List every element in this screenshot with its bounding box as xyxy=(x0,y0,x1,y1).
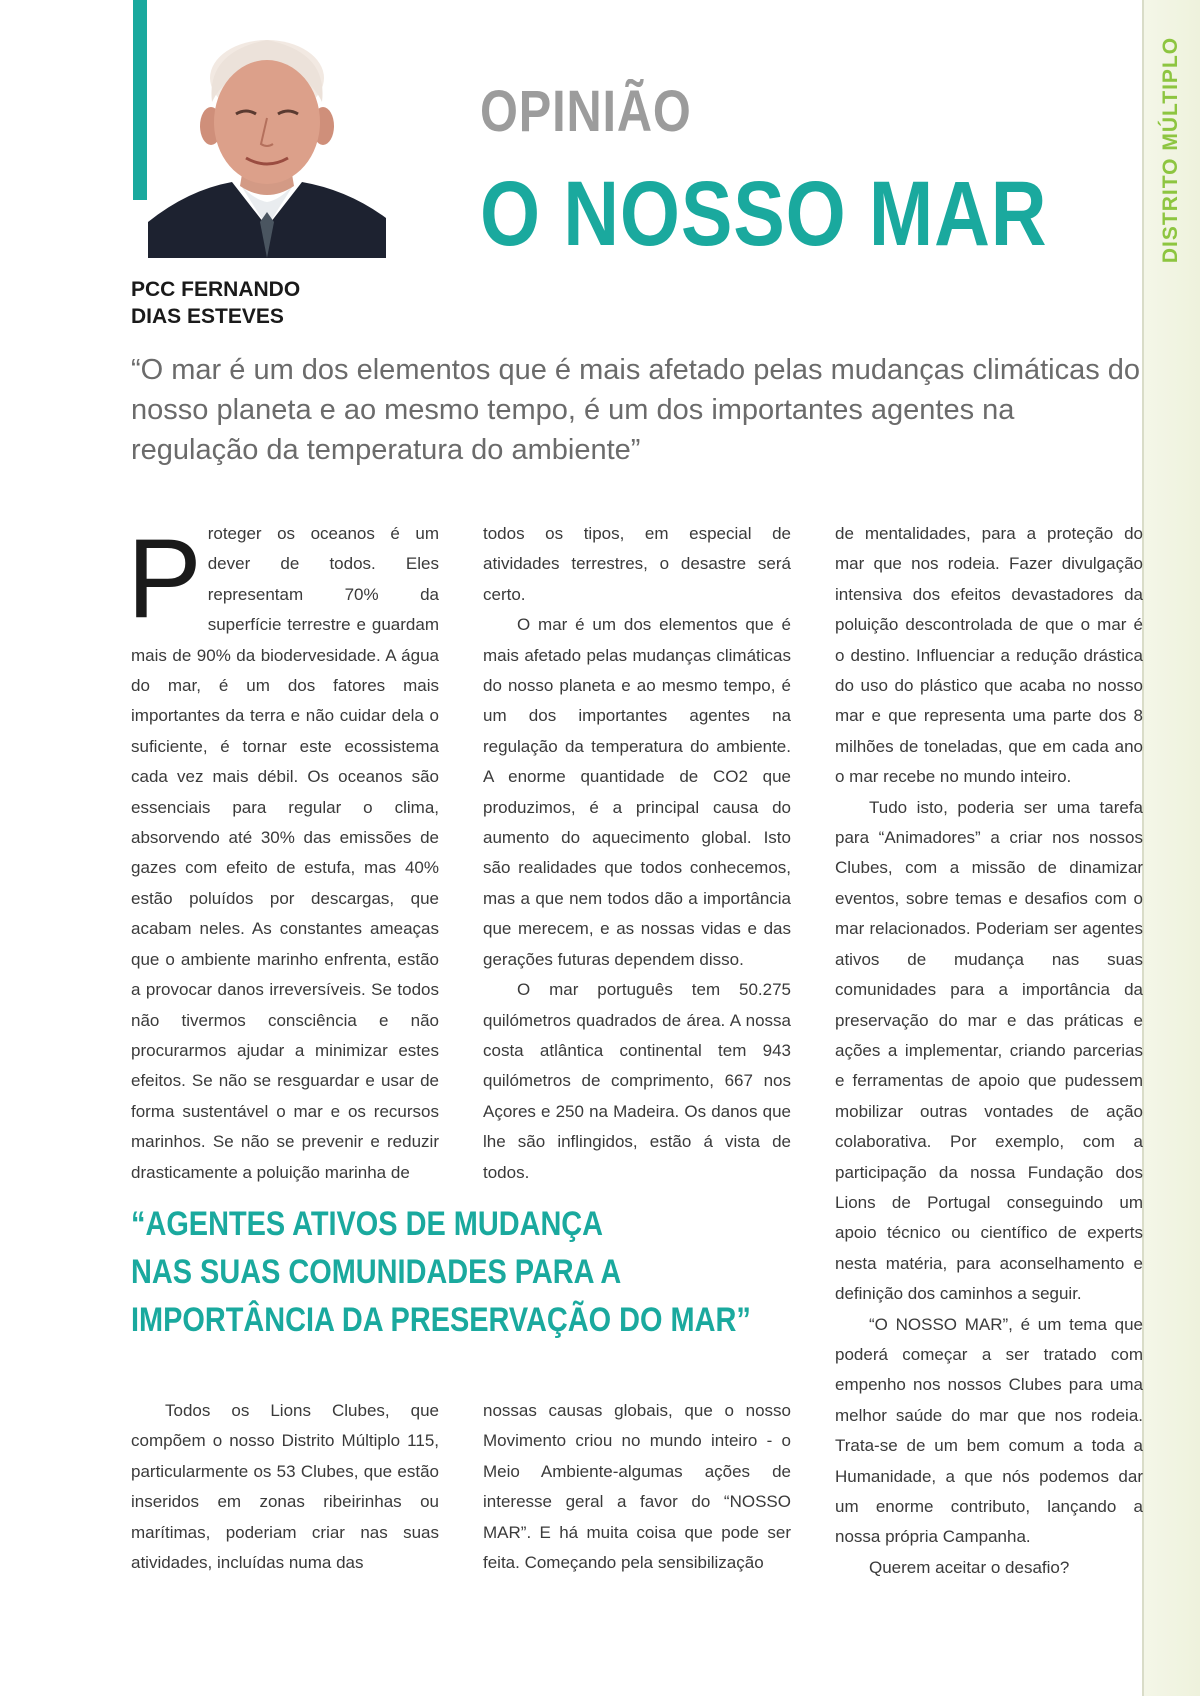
section-kicker: OPINIÃO xyxy=(480,79,692,144)
pull-quote-line: IMPORTÂNCIA DA PRESERVAÇÃO DO MAR” xyxy=(131,1301,751,1339)
lead-quote: “O mar é um dos elementos que é mais afetado pelas mudanças climáticas do nosso planeta e ao mesmo tempo, é um dos importantes agentes na regulação da temperatura do ambiente” xyxy=(131,354,1141,466)
paragraph: O mar português tem 50.275 quilómetros quadrados de área. A nossa costa atlântica continental tem 943 quilómetros de comprimento, 667 nos Açores e 250 na Madeira. Os danos que lhe são inflingidos, estão á vista de todos. xyxy=(483,980,791,1182)
paragraph: Tudo isto, poderia ser uma tarefa para “Animadores” a criar nos nossos Clubes, com a missão de dinamizar eventos, sobre temas e desafios com o mar relacionados. Poderiam ser agentes ativos de mudança nas suas comunidades para a importância da preservação do mar e das práticas e ações a implementar, criando parcerias e ferramentas de apoio que pudessem mobilizar outras vontades de ação colaborativa. Por exemplo, com a participação da nossa Fundação dos Lions de Portugal conseguindo um apoio técnico ou científico de experts nesta matéria, para aconselhamento e definição dos caminhos a seguir. xyxy=(835,797,1143,1304)
paragraph: Todos os Lions Clubes, que compõem o nosso Distrito Múltiplo 115, particularmente os 53 Clubes, que estão inseridos em zonas ribeirinhas ou marítimas, poderiam criar nas suas atividades, incluídas numa das xyxy=(131,1401,439,1573)
paragraph: nossas causas globais, que o nosso Movimento criou no mundo inteiro - o Meio Ambiente-algumas ações de interesse geral a favor do “NOSSO MAR”. E há muita coisa que pode ser feita. Começando pela sensibilização xyxy=(483,1401,791,1573)
pull-quote-line: NAS SUAS COMUNIDADES PARA A xyxy=(131,1253,622,1291)
section-label: DISTRITO MÚLTIPLO xyxy=(1159,36,1182,264)
pull-quote xyxy=(131,1200,751,1344)
column-3 xyxy=(835,519,1143,1583)
author-name-line1: PCC FERNANDO xyxy=(131,278,301,301)
paragraph: de mentalidades, para a proteção do mar que nos rodeia. Fazer divulgação intensiva dos efeitos devastadores da poluição descontrolada de que o mar é o destino. Influenciar a redução drástica do uso do plástico que acaba no nosso mar e que representa uma parte dos 8 milhões de toneladas, que em cada ano o mar recebe no mundo inteiro. xyxy=(835,524,1143,787)
author-name-line2: DIAS ESTEVES xyxy=(131,305,284,328)
column-2-bottom xyxy=(483,1396,791,1578)
author-byline xyxy=(131,276,300,330)
article-title: O NOSSO MAR xyxy=(480,163,1048,265)
paragraph: “O NOSSO MAR”, é um tema que poderá começar a ser tratado com empenho nos nossos Clubes para uma melhor saúde do mar que nos rodeia. Trata-se de um bem comum a toda a Humanidade, a que nós podemos dar um enorme contributo, lançando a nossa própria Campanha. xyxy=(835,1314,1143,1547)
column-1-bottom xyxy=(131,1396,439,1578)
paragraph: roteger os oceanos é um dever de todos. Eles representam 70% da superfície terrestre e guardam mais de 90% da biodervesidade. A água do mar, é um dos fatores mais importantes da terra e não cuidar dela o suficiente, é tornar este ecossistema cada vez mais débil. Os oceanos são essenciais para regular o clima, absorvendo até 30% das emissões de gazes com efeito de estufa, mas 40% estão poluídos por descargas, que acabam neles. As constantes ameaças que o ambiente marinho enfrenta, estão a provocar danos irreversíveis. Se todos não tivermos consciência e não procurarmos ajudar a minimizar estes efeitos. Se não se resguardar e usar de forma sustentável o mar e os recursos marinhos. Se não se prevenir e reduzir drasticamente a poluição marinha de xyxy=(131,524,439,1182)
column-2-top xyxy=(483,519,791,1188)
paragraph: todos os tipos, em especial de atividades terrestres, o desastre será certo. xyxy=(483,524,791,604)
pull-quote-line: “AGENTES ATIVOS DE MUDANÇA xyxy=(131,1205,604,1243)
paragraph: Querem aceitar o desafio? xyxy=(869,1557,1070,1577)
paragraph: O mar é um dos elementos que é mais afetado pelas mudanças climáticas do nosso planeta e ao mesmo tempo, é um dos importantes agentes na regulação da temperatura do ambiente. A enorme quantidade de CO2 que produzimos, é a principal causa do aumento do aquecimento global. Isto são realidades que todos conhecemos, mas a que nem todos dão a importância que merecem, e as nossas vidas e das gerações futuras dependem disso. xyxy=(483,615,791,969)
drop-cap: P xyxy=(127,516,202,641)
column-1-top xyxy=(127,516,439,1188)
accent-bar xyxy=(133,0,147,200)
author-photo xyxy=(148,22,386,258)
